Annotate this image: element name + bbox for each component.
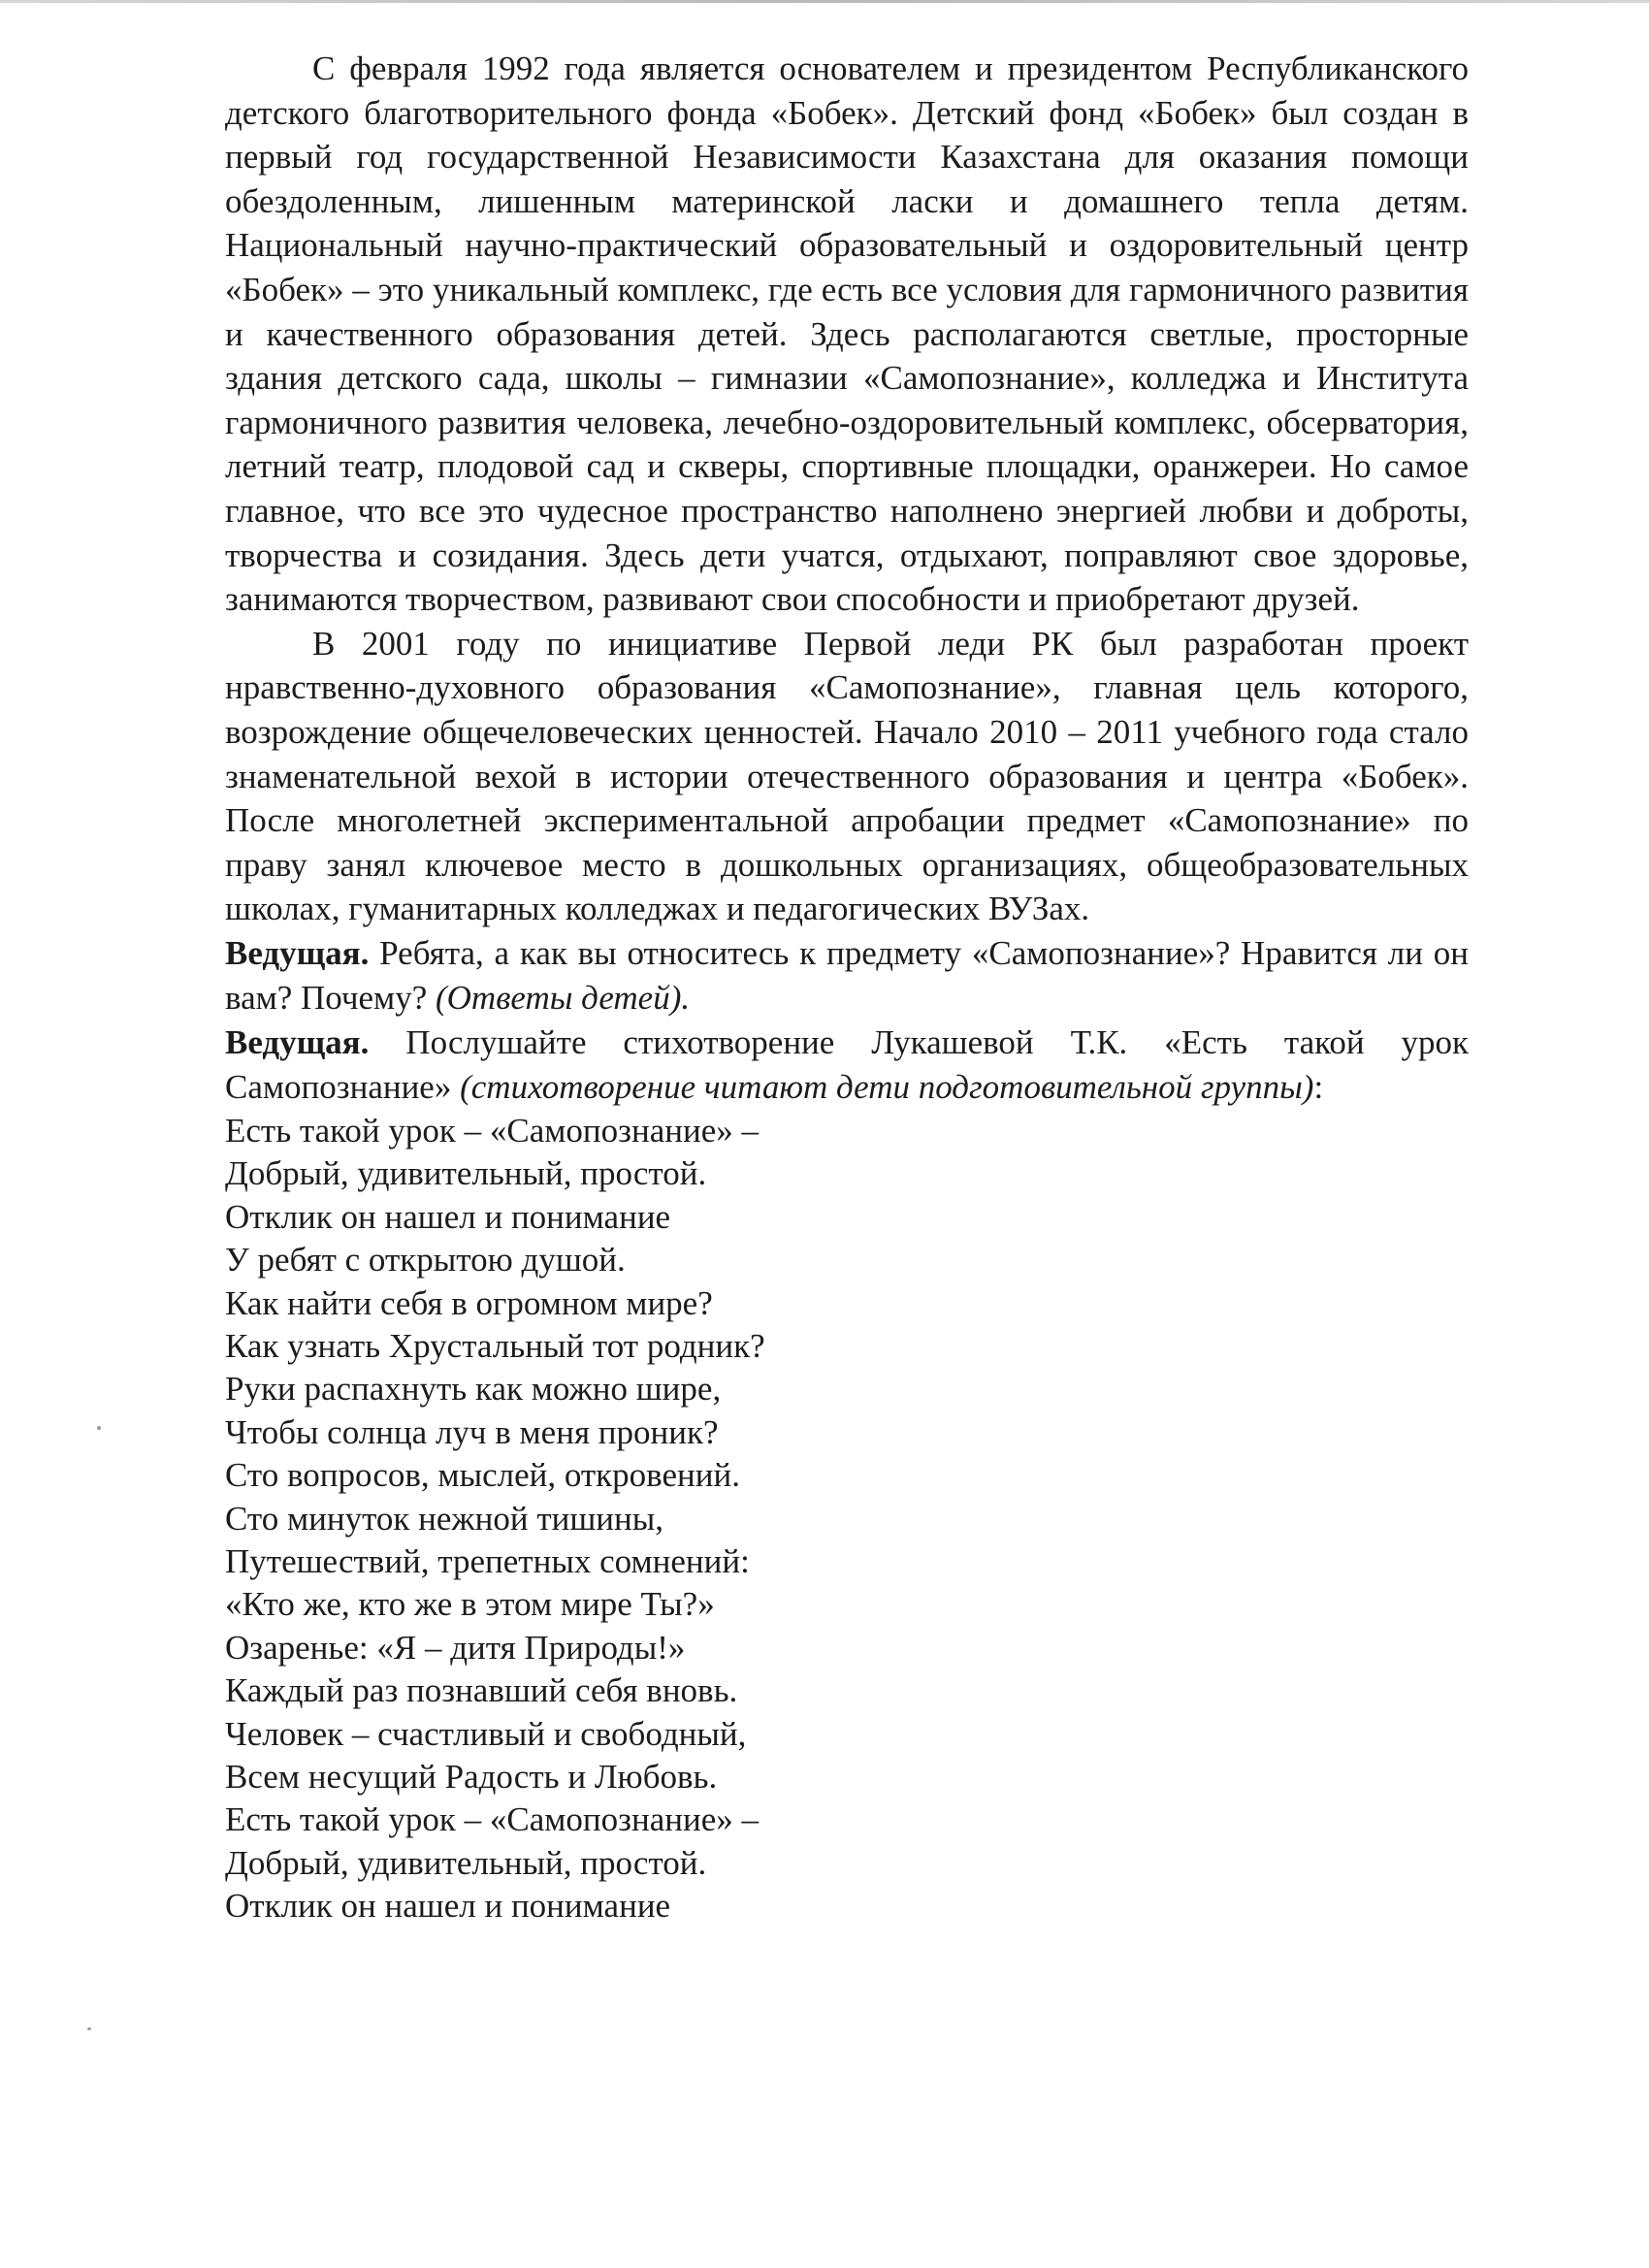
poem-line: Сто вопросов, мыслей, откровений.: [225, 1456, 740, 1495]
dialog-text: Послушайте стихотворение Лукашевой Т.К. «Есть такой урок Самопознание»: [225, 1022, 1469, 1106]
dialog-line-1: [225, 931, 1469, 1021]
poem-line: Добрый, удивительный, простой.: [225, 1843, 707, 1882]
poem-line: Добрый, удивительный, простой.: [225, 1154, 707, 1193]
paragraph-self-knowledge-project: В 2001 году по инициативе Первой леди РК был разработан проект нравственно-духовного образования «Самопознание», главная цель которого, возрождение общечеловеческих ценностей. Начало 2010 – 2011 учебного года стало знаменательной вехой в истории отечественного образования и центра «Бобек». После многолетней экспериментальной апробации предмет «Самопознание» по праву занял ключевое место в дошкольных организациях, общеобразовательных школах, гуманитарных колледжах и педагогических ВУЗах.: [225, 624, 1469, 928]
poem-line: Есть такой урок – «Самопознание» –: [225, 1800, 759, 1839]
poem-line: Человек – счастливый и свободный,: [225, 1714, 747, 1753]
poem-line: Всем несущий Радость и Любовь.: [225, 1757, 718, 1796]
poem-line: Каждый раз познавший себя вновь.: [225, 1671, 738, 1710]
dialog-line-2: [225, 1021, 1469, 1110]
poem-line: Отклик он нашел и понимание: [225, 1197, 671, 1236]
poem-line: Как найти себя в огромном мире?: [225, 1283, 713, 1322]
speaker-label: Ведущая.: [225, 933, 370, 972]
stage-remark: (Ответы детей).: [435, 978, 691, 1017]
scan-speck: [87, 2027, 91, 2030]
poem-line: Чтобы солнца луч в меня проник?: [225, 1412, 719, 1451]
poem-line: Отклик он нашел и понимание: [225, 1887, 671, 1926]
speaker-label: Ведущая.: [225, 1022, 370, 1061]
poem-line: Руки распахнуть как можно шире,: [225, 1370, 722, 1409]
dialog-text: Ребята, а как вы относитесь к предмету «Самопознание»? Нравится ли он вам? Почему?: [225, 933, 1469, 1017]
paragraph-bobek-fund: С февраля 1992 года является основателем и президентом Республиканского детского благотворительного фонда «Бобек». Детский фонд «Бобек» был создан в первый год государственной Независимости Казахстана для оказания помощи обездоленным, лишенным материнской ласки и домашнего тепла детям. Национальный научно-практический образовательный и оздоровительный центр «Бобек» – это уникальный комплекс, где есть все условия для гармоничного развития и качественного образования детей. Здесь располагаются светлые, просторные здания детского сада, школы – гимназии «Самопознание», колледжа и Института гармоничного развития человека, лечебно-оздоровительный комплекс, обсерватория, летний театр, плодовой сад и скверы, спортивные площадки, оранжереи. Но самое главное, что все это чудесное пространство наполнено энергией любви и доброты, творчества и созидания. Здесь дети учатся, отдыхают, поправляют свое здоровье, занимаются творчеством, развивают свои способности и приобретают друзей.: [225, 49, 1469, 619]
scan-top-edge: [0, 0, 1649, 3]
document-page: [225, 47, 1469, 1928]
poem-line: «Кто же, кто же в этом мире Ты?»: [225, 1585, 715, 1624]
poem-line: Озаренье: «Я – дитя Природы!»: [225, 1628, 686, 1667]
poem-line: Сто минуток нежной тишины,: [225, 1499, 664, 1538]
poem-line: Путешествий, трепетных сомнений:: [225, 1541, 750, 1580]
poem-line: Есть такой урок – «Самопознание» –: [225, 1111, 759, 1150]
stage-remark: (стихотворение читают дети подготовительной группы): [460, 1067, 1314, 1106]
poem-line: У ребят с открытою душой.: [225, 1241, 626, 1280]
dialog-tail: :: [1313, 1067, 1324, 1106]
scan-speck: [97, 1426, 101, 1430]
poem-line: Как узнать Хрустальный тот родник?: [225, 1326, 765, 1365]
poem: [225, 1110, 1469, 1928]
